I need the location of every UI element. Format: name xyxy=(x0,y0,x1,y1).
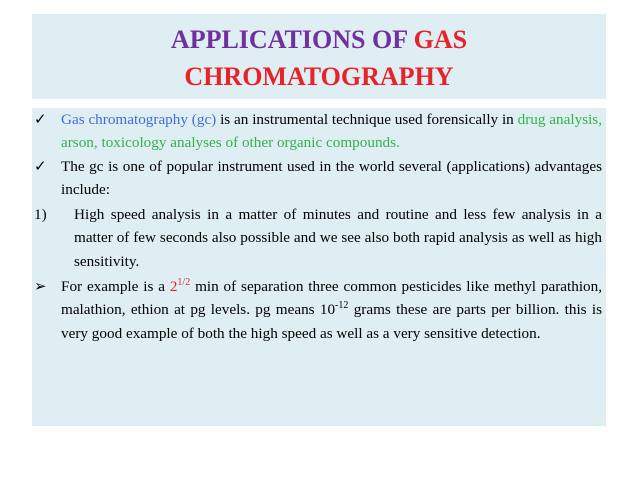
gc-advantages-text: The gc is one of popular instrument used in the world several (applications) advantages include: xyxy=(61,157,602,198)
bullet-item-gc-definition xyxy=(32,108,602,155)
checkmark-icon: ✓ xyxy=(34,157,47,175)
numbered-item-high-speed xyxy=(32,203,602,273)
gc-applications-text: drug analysis, arson, toxicology analyses of other organic compounds. xyxy=(61,111,602,152)
bullet-list xyxy=(32,108,602,345)
checkmark-icon: ✓ xyxy=(34,111,47,128)
bullet-item-example xyxy=(32,275,602,345)
high-speed-text: High speed analysis in a matter of minutes and routine and less few analysis in a matter of few seconds also possible and we see also both rapid analysis as well as high sensitivity. xyxy=(74,206,602,270)
page-title xyxy=(32,14,606,95)
example-end: grams these are parts per billion. this is very good example of both the high speed as well as a very sensitive detection. xyxy=(61,301,602,342)
separation-time-exponent: 1/2 xyxy=(177,277,191,289)
gc-definition-text: is an instrumental technique used forensically in xyxy=(220,111,514,128)
example-middle: min of separation three common pesticides like methyl parathion, malathion, ethion at pg levels. pg means 10 xyxy=(61,278,603,319)
bullet-item-gc-advantages xyxy=(32,155,602,202)
separation-time-base: 2 xyxy=(169,278,178,296)
separation-time xyxy=(170,278,190,295)
arrow-bullet-icon: ➢ xyxy=(34,278,47,296)
title-panel xyxy=(32,14,606,99)
example-intro: For example is a xyxy=(61,278,165,296)
gc-term: Gas chromatography (gc) xyxy=(61,111,217,128)
title-part-applications: APPLICATIONS OF xyxy=(170,25,408,54)
title-part-gas: GAS xyxy=(413,25,468,54)
title-part-chromatography: CHROMATOGRAPHY xyxy=(184,62,454,91)
content-panel xyxy=(32,108,606,426)
pg-exponent: -12 xyxy=(335,300,349,312)
item-number: 1) xyxy=(34,206,47,224)
